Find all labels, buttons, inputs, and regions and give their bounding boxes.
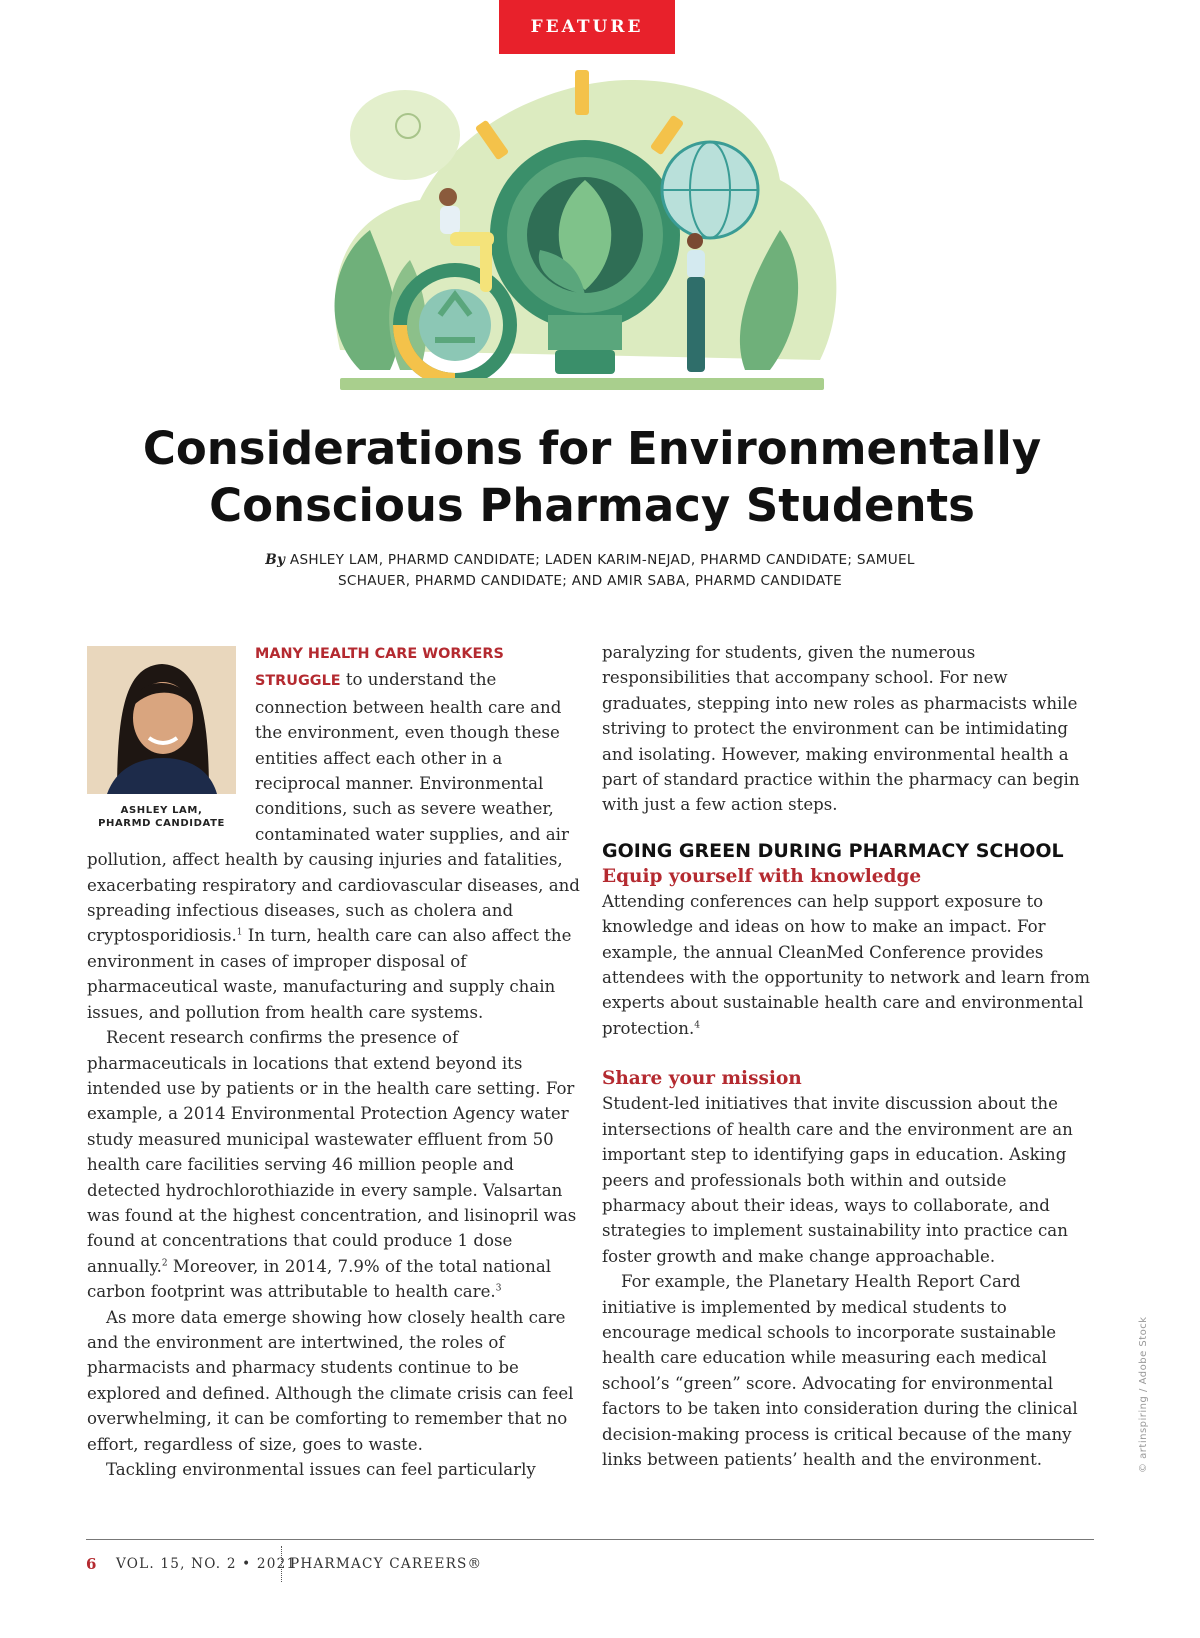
column-right: [602, 640, 1090, 1472]
subheading-mission: Share your mission: [602, 1068, 802, 1090]
section-tag: FEATURE: [499, 0, 675, 54]
paragraph: Student-led initiatives that invite discussion about the intersections of health care and the environment are an important step to identifying gaps in education. Asking peers and professionals both within and outside pharmacy about their ideas, ways to collaborate, and strategies to implement sustainability into practice can foster growth and make change approachable.: [602, 1094, 1073, 1266]
woman-body: [687, 250, 705, 278]
title-line-1: Considerations for Environmentally: [142, 422, 1042, 475]
paragraph: As more data emerge showing how closely health care and the environment are intertwined, the roles of pharmacists and pharmacy students continue to be explored and defined. Although the climate crisis can feel overwhelming, it can be comforting to remember that no effort, regardless of size, goes to waste.: [87, 1307, 574, 1454]
caption-line-1: ASHLEY LAM,: [120, 805, 203, 816]
hero-illustration: [300, 60, 860, 420]
reference-2: 2: [161, 1258, 168, 1269]
sun-blob: [350, 90, 460, 180]
paragraph: Tackling environmental issues can feel particularly: [106, 1460, 536, 1479]
byline-by: By: [265, 552, 286, 568]
paragraph: For example, the Planetary Health Report Card initiative is implemented by medical students to encourage medical schools to incorporate sustainable health care education while measuring each medical school’s “green” score. Advocating for environmental factors to be taken into consideration during the clinical decision-making process is critical because of the many links between patients’ health and the environment.: [602, 1272, 1078, 1469]
paragraph: Recent research confirms the presence of pharmaceuticals in locations that extend beyond its intended use by patients or in the health care setting. For example, a 2014 Environmental Protection Agency water study measured municipal wastewater effluent from 50 health care facilities serving 46 million people and detected hydrochlorothiazide in every sample. Valsartan was found at the highest concentration, and lisinopril was found at concentrations that could produce 1 dose annually.$^2$ Moreover, in 2014, 7.9% of the total national carbon footprint was attributable to health care.$^3$: [87, 1028, 577, 1302]
paragraph: Attending conferences can help support exposure to knowledge and ideas on how to make an impact. For example, the annual CleanMed Conference provides attendees with the opportunity to network and learn from experts about sustainable health care and environmental protection.$^4$: [602, 891, 1090, 1038]
ground-bar: [340, 378, 824, 390]
ray-center: [575, 70, 589, 115]
page-number: 6: [86, 1555, 97, 1573]
bulb-base: [555, 350, 615, 374]
footer-divider: [281, 1546, 282, 1582]
lead-in: MANY HEALTH CARE WORKERS STRUGGLE: [255, 646, 504, 690]
volume-info: VOL. 15, NO. 2 • 2021: [116, 1556, 297, 1572]
caption-line-2: PHARMD CANDIDATE: [98, 818, 225, 829]
paragraph: MANY HEALTH CARE WORKERS STRUGGLE to understand the connection between health care and the environment, even though these entities affect each other in a reciprocal manner. Environmental conditions, such as severe weather, contaminated water supplies, and air pollution, affect health by causing injuries and fatalities, exacerbating respiratory and cardiovascular diseases, and spreading infectious diseases, such as cholera and cryptosporidiosis.$^1$ In turn, health care can also affect the environment in cases of improper disposal of pharmaceutical waste, manufacturing and supply chain issues, and pollution from health care systems.: [87, 646, 580, 1022]
magazine-name: PHARMACY CAREERS®: [290, 1556, 483, 1572]
subheading-knowledge: Equip yourself with knowledge: [602, 865, 922, 887]
woman-legs: [687, 277, 705, 372]
woman-head: [687, 233, 703, 249]
byline: [230, 550, 950, 592]
footer-rule: [86, 1539, 1094, 1540]
reference-4: 4: [694, 1020, 700, 1031]
bulb-neck: [548, 315, 622, 350]
reference-3: 3: [495, 1283, 502, 1294]
reference-1: 1: [236, 927, 243, 938]
section-heading: GOING GREEN DURING PHARMACY SCHOOL: [602, 839, 1064, 862]
byline-authors-line-1: ASHLEY LAM, PHARMD CANDIDATE; LADEN KARIM-NEJAD, PHARMD CANDIDATE; SAMUEL: [289, 552, 915, 568]
man-head: [439, 188, 457, 206]
article-title: [120, 420, 1064, 534]
image-credit: © artinspiring / Adobe Stock: [1138, 1316, 1149, 1473]
byline-authors-line-2: SCHAUER, PHARMD CANDIDATE; AND AMIR SABA, PHARMD CANDIDATE: [337, 573, 843, 589]
title-line-2: Conscious Pharmacy Students: [209, 479, 975, 532]
paragraph: paralyzing for students, given the numerous responsibilities that accompany school. For new graduates, stepping into new roles as pharmacists while striving to protect the environment can be intimidating and isolating. However, making environmental health a part of standard practice within the pharmacy can begin with just a few action steps.: [602, 643, 1080, 815]
column-left: [87, 640, 581, 1482]
man-body: [440, 206, 460, 234]
